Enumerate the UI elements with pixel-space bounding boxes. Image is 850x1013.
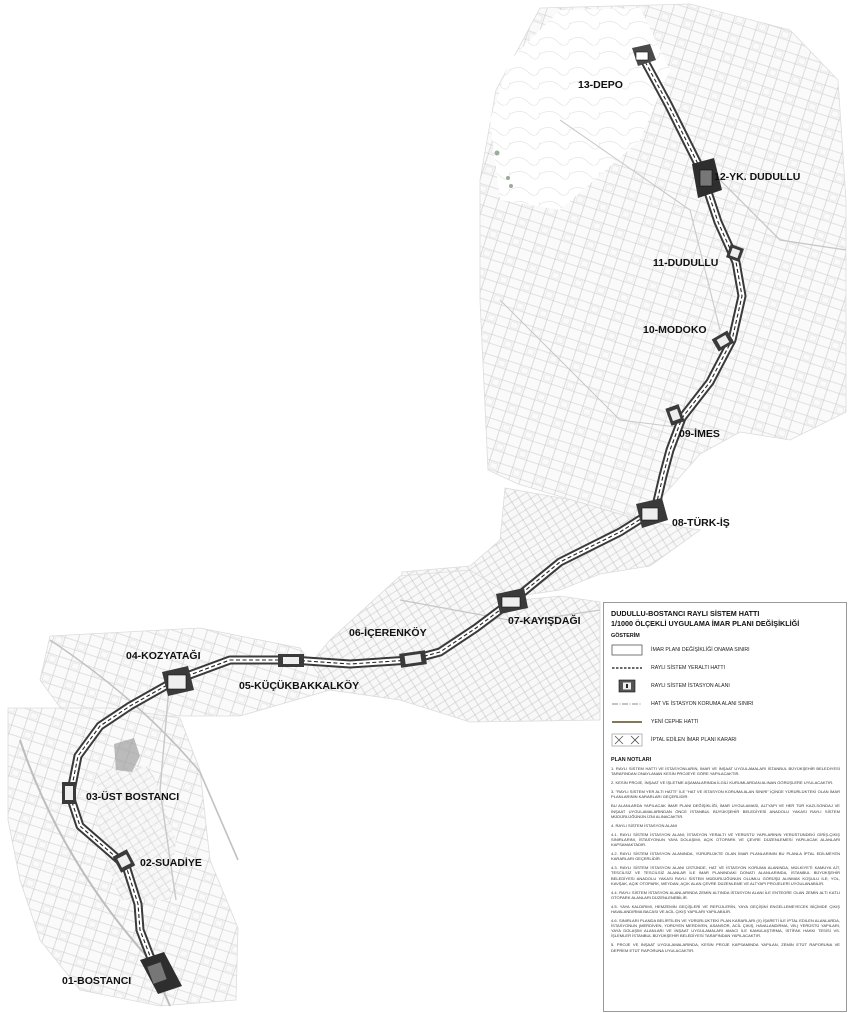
station-area-symbol-icon bbox=[611, 679, 643, 693]
underground-line-symbol-icon bbox=[611, 661, 643, 675]
station-area-03[interactable] bbox=[62, 782, 76, 804]
plan-note: 4.2. RAYLI SİSTEM İSTASYON ALANINDA, YÜRÜRLÜKTE OLAN İMAR PLANLARININ BU PLANLA İPTAL EDİLMEYEN KARARLARI GEÇERLİDİR. bbox=[611, 851, 840, 862]
station-area-05[interactable] bbox=[278, 654, 304, 667]
plan-note: BU ALANLARDA YAPILACAK İMAR PLANI DEĞİŞİKLİĞİ, İMAR UYGULAMASI, ALTYAPI VE HER TÜR KAZI-SONDAJ VE İNŞAAT UYGULAMALARINDAN ÖNCE İSTANBUL BÜYÜKŞEHİR BELEDİYESİ ANADOLU YAKASI RAYLI SİSTEM MÜDÜRLÜĞÜNÜN İZNİ ALINACAKTIR. bbox=[611, 803, 840, 819]
plan-note: 4.4. RAYLI SİSTEM İSTASYON ALANLARINDA ZEMİN ALTINDA İSTASYON ALANI İLE ENTEGRE OLAN ZEMİN ALTI KATLI OTOPARK ALANLARI DÜZENLENEBİLİR. bbox=[611, 889, 840, 900]
cancelled-decision-symbol-icon bbox=[611, 733, 643, 747]
legend-item-protection bbox=[611, 695, 840, 713]
protection-boundary-symbol-icon bbox=[611, 697, 643, 711]
plan-note: 4.3. RAYLI SİSTEM İSTASYON ALANI ÜSTÜNDE, HAT VE İSTASYON KORUMA ALANINDA, MÜLKİYETİ KAMUYA AİT, TESCİLSİZ VE TESCİLSİZ ALANLAR İLE İMAR PLANINDAKİ DONATI ALANLARINDA, İSTANBUL BÜYÜKŞEHİR BELEDİYESİ ANADOLU YAKASI RAYLI SİSTEM MÜDÜRLÜĞÜNÜN OLUMLU GÖRÜŞÜ ALINMAK KOŞULU İLE; YOL, KAVŞAK, AÇIK OTOPARK, MEYDAN, AÇIK ALAN ÇEVRE DÜZENLEME VE ALTYAPI PROJELERİ UYGULANABİLİR. bbox=[611, 865, 840, 886]
station-label-02[interactable]: 02-SUADİYE bbox=[140, 857, 202, 869]
station-label-04[interactable]: 04-KOZYATAĞI bbox=[126, 650, 201, 662]
station-label-06[interactable]: 06-İÇERENKÖY bbox=[349, 627, 427, 639]
plan-note: 4. RAYLI SİSTEM İSTASYON ALANI bbox=[611, 822, 677, 828]
plan-note: 1. RAYLI SİSTEM HATTI VE İSTASYONLARIN, İMAR VE İNŞAAT UYGULAMALARI İSTANBUL BÜYÜKŞEHİR BELEDİYESİ TARAFINDAN ONAYLANAN KESİN PROJEYE GÖRE YAPILACAKTIR. bbox=[611, 766, 840, 777]
station-label-01[interactable]: 01-BOSTANCI bbox=[62, 975, 132, 987]
legend-label-boundary: İMAR PLANI DEĞİŞİKLİĞİ ONAMA SINIRI bbox=[651, 647, 750, 653]
station-label-13[interactable]: 13-DEPO bbox=[578, 79, 623, 91]
plan-note: 4.5. YAYA KALDIRIMI, HEMZEMİN GEÇİŞLERİ VE REFÜJLERİN, YAYA GEÇİŞİNİ ENGELLEMEYECEK BİÇİMDE ÇIKIŞ HAVALANDIRMA BACASI VE ACİL ÇIKIŞ YAPILARI YAPILABİLİR. bbox=[611, 903, 840, 914]
legend-item-underground bbox=[611, 659, 840, 677]
panel-title-line2: 1/1000 ÖLÇEKLİ UYGULAMA İMAR PLANI DEĞİŞİKLİĞİ bbox=[611, 619, 800, 628]
plan-notes-heading: PLAN NOTLARI bbox=[611, 757, 652, 763]
station-label-03[interactable]: 03-ÜST BOSTANCI bbox=[86, 791, 180, 803]
station-label-11[interactable]: 11-DUDULLU bbox=[653, 257, 719, 269]
panel-title-line1: DUDULLU-BOSTANCI RAYLI SİSTEM HATTI bbox=[611, 609, 760, 618]
plan-note: 4.1. RAYLI SİSTEM İSTASYON ALANI; İSTASYON YERALTI VE YERÜSTÜ YAPILARININ YERÜSTÜNDEKİ GİRİŞ-ÇIKIŞ SINIRLARINI, İSTASYONUN YAYA DOLAŞIMI, AÇIK OTOPARK VE ÇEVRE DÜZENLEMESİ YAPILACAK ALANLARI KAPSAMAKTADIR. bbox=[611, 831, 840, 848]
plan-note: 5. PROJE VE İNŞAAT UYGULAMALARINDA, KESİN PROJE KAPSAMINDA YAPILAN, ZEMİN ETÜT RAPORUNA VE DEPREM ETÜT RAPORUNA UYULACAKTIR. bbox=[611, 942, 840, 953]
plan-note: 4.6. SINIRLARI PLANDA BELİRTİLEN VE YÜRÜRLÜKTEKİ PLAN KARARLARI (X) İŞARETİ İLE İPTAL EDİLEN ALANLARDA, İSTASYONUN (MERDİVEN, YÜRÜYEN MERDİVEN, ASANSÖR, ACİL ÇIKIŞ, HAVALANDIRMA, VB.) YERÜSTÜ YAPILARI, YAYA DOLAŞIM ALANLARI VE İNŞAAT UYGULAMALARI AMACI İLE KAMULAŞTIRMA, İSTİFAK HAKKI TESİSİ VS. İŞLEMLER İSTANBUL BÜYÜKŞEHİR BELEDİYESİ TARAFINDAN YAPILACAKTIR. bbox=[611, 918, 840, 939]
station-label-08[interactable]: 08-TÜRK-İŞ bbox=[672, 517, 730, 529]
legend-item-boundary bbox=[611, 641, 840, 659]
legend-label-underground: RAYLI SİSTEM YERALTI HATTI bbox=[651, 665, 725, 671]
boundary-symbol-icon bbox=[611, 643, 643, 657]
plan-notes-list bbox=[611, 766, 840, 953]
station-label-09[interactable]: 09-İMES bbox=[679, 428, 720, 440]
legend-item-cancelled bbox=[611, 731, 840, 749]
legend-panel bbox=[603, 602, 847, 1012]
station-label-12[interactable]: 12-YK. DUDULLU bbox=[714, 171, 801, 183]
legend-heading: GÖSTERİM bbox=[611, 633, 640, 639]
station-label-07[interactable]: 07-KAYIŞDAĞI bbox=[508, 615, 581, 627]
legend-item-station bbox=[611, 677, 840, 695]
station-label-10[interactable]: 10-MODOKO bbox=[643, 324, 707, 336]
station-label-05[interactable]: 05-KÜÇÜKBAKKALKÖY bbox=[239, 680, 360, 692]
legend-label-station: RAYLI SİSTEM İSTASYON ALANI bbox=[651, 683, 730, 689]
facade-line-symbol-icon bbox=[611, 715, 643, 729]
legend-label-facade: YENİ CEPHE HATTI bbox=[651, 719, 699, 725]
legend-label-cancelled: İPTAL EDİLEN İMAR PLANI KARARI bbox=[651, 737, 737, 743]
legend-label-protection: HAT VE İSTASYON KORUMA ALANI SINIRI bbox=[651, 701, 754, 707]
legend-item-facade bbox=[611, 713, 840, 731]
plan-note: 2. KESİN PROJE, İNŞAAT VE İŞLETME AŞAMALARINDA İLGİLİ KURUMLARDAN ALINAN GÖRÜŞLERE UYULACAKTIR. bbox=[611, 780, 834, 786]
plan-note: 3. "RAYLI SİSTEM YER ALTI HATTI" İLE "HAT VE İSTASYON KORUMA ALAN SINIRI" İÇİNDE YÜRÜRLÜKTEKİ OLAN İMAR PLANLARININ KARARLARI GEÇERLİDİR. bbox=[611, 789, 840, 800]
